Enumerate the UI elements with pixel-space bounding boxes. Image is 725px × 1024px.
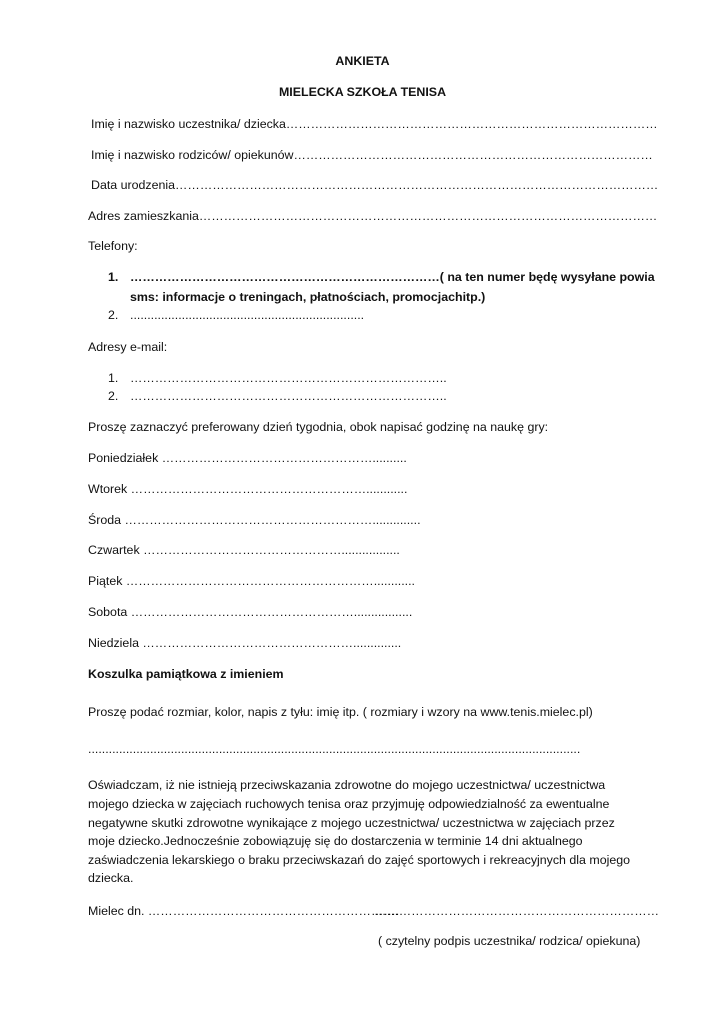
phone-1-number: 1. [108, 270, 119, 284]
declaration-line-5: zaświadczenia lekarskiego o braku przeciwskazań do zajęć sportowych i rekreacyjnych dla mojego [88, 853, 631, 867]
email-1-number: 1. [108, 371, 119, 385]
emails-label: Adresy e-mail: [88, 340, 168, 354]
parents-name-field[interactable]: Imię i nazwisko rodziców/ opiekunów…………………………………………………………………………… [91, 148, 653, 162]
declaration-line-3: negatywne skutki zdrowotne wynikające z mojego uczestnictwa/ uczestnictwa w zajęciach przez [88, 816, 615, 830]
days-instruction: Proszę zaznaczyć preferowany dzień tygodnia, obok napisać godzinę na naukę gry: [88, 420, 549, 434]
shirt-instruction: Proszę podać rozmiar, kolor, napis z tyłu: imię itp. ( rozmiary i wzory na www.tenis.mielec.pl) [88, 705, 593, 719]
phone-1-field[interactable]: …………………………………………………………………( na ten numer będę wysyłane powia [130, 270, 655, 284]
day-thursday-field[interactable]: Czwartek …………………………………………................. [88, 543, 400, 557]
participant-name-field[interactable]: Imię i nazwisko uczestnika/ dziecka……………………………………………………………………………… [91, 117, 658, 131]
day-wednesday-field[interactable]: Środa …………………………………………………….............. [88, 513, 421, 527]
place-date-field[interactable]: Mielec dn. ……………………………………………………. [88, 904, 400, 918]
email-2-number: 2. [108, 389, 119, 403]
declaration-line-2: mojego dziecka w zajęciach ruchowych tenisa oraz przyjmuję odpowiedzialność za ewentualne [88, 797, 610, 811]
day-sunday-field[interactable]: Niedziela …………………………………………….............. [88, 636, 402, 650]
day-tuesday-field[interactable]: Wtorek …………………………………………………............ [88, 482, 408, 496]
day-saturday-field[interactable]: Sobota ………………………………………………................. [88, 605, 413, 619]
shirt-answer-field[interactable]: ............................................................................................................................................... [88, 742, 581, 756]
page-title: ANKIETA [335, 54, 390, 68]
phone-1-note: sms: informacje o treningach, płatnościach, promocjachitp.) [130, 290, 486, 304]
phone-2-number: 2. [108, 308, 119, 322]
declaration-line-1: Oświadczam, iż nie istnieją przeciwskazania zdrowotne do mojego uczestnictwa/ uczestnictwa [88, 778, 606, 792]
signature-field[interactable]: …………………………………………………………… [374, 904, 659, 918]
email-1-field[interactable]: ………………………………………………………………….. [130, 371, 447, 385]
birth-date-field[interactable]: Data urodzenia……………………………………………………………………………………………………… [91, 178, 659, 192]
page-subtitle: MIELECKA SZKOŁA TENISA [278, 85, 447, 99]
address-field[interactable]: Adres zamieszkania………………………………………………………………………………………………… [88, 209, 658, 223]
shirt-heading: Koszulka pamiątkowa z imieniem [88, 667, 284, 681]
declaration-line-4: moje dziecko.Jednocześnie zobowiązuję się do dostarczenia w terminie 14 dni aktualnego [88, 834, 583, 848]
day-monday-field[interactable]: Poniedziałek …………………………………………….......... [88, 451, 407, 465]
declaration-line-6: dziecka. [88, 871, 134, 885]
day-friday-field[interactable]: Piątek ……………………………………………………............ [88, 574, 416, 588]
email-2-field[interactable]: ………………………………………………………………….. [130, 389, 447, 403]
phone-2-field[interactable]: .................................................................... [130, 308, 365, 322]
phones-label: Telefony: [88, 239, 138, 253]
signature-caption: ( czytelny podpis uczestnika/ rodzica/ opiekuna) [378, 934, 641, 948]
